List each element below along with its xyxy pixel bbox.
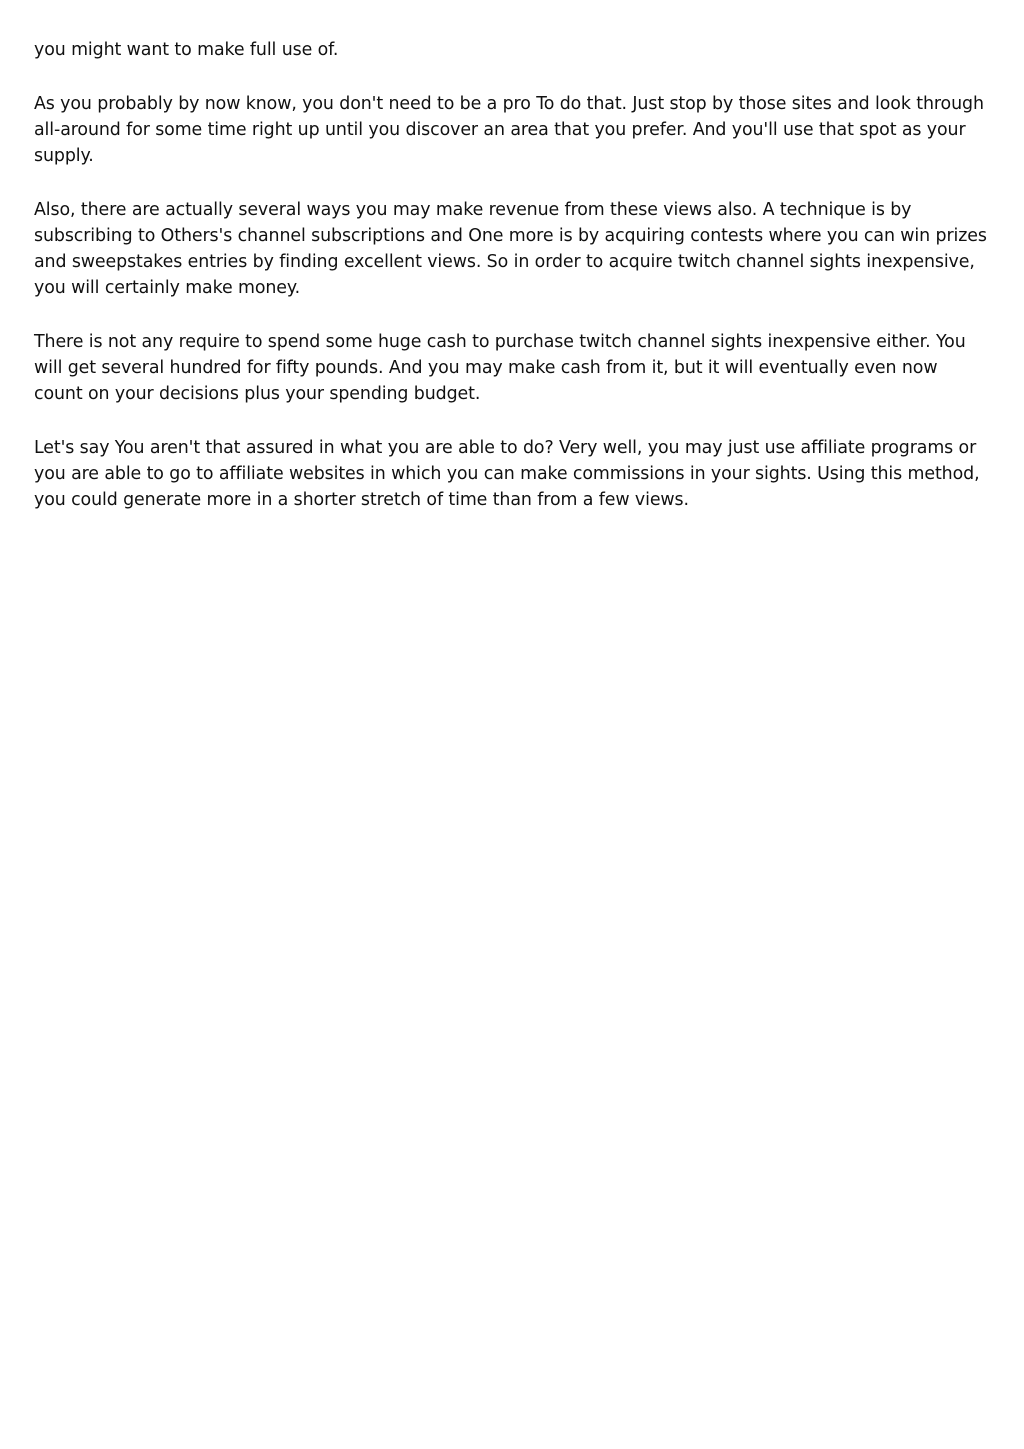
- paragraph: Also, there are actually several ways you may make revenue from these views also. A technique is by subscribing to Others's channel subscriptions and One more is by acquiring contests where you can win prizes and sweepstakes entries by finding excellent views. So in order to acquire twitch channel sights inexpensive, you will certainly make money.: [34, 200, 987, 298]
- paragraph: There is not any require to spend some huge cash to purchase twitch channel sights inexpensive either. You will get several hundred for fifty pounds. And you may make cash from it, but it will eventually even now count on your decisions plus your spending budget.: [34, 332, 966, 404]
- paragraph: you might want to make full use of.: [34, 40, 339, 60]
- paragraph: As you probably by now know, you don't need to be a pro To do that. Just stop by those sites and look through all-around for some time right up until you discover an area that you prefer. And you'll use that spot as your supply.: [34, 94, 984, 166]
- document-body: [34, 37, 990, 541]
- paragraph: Let's say You aren't that assured in what you are able to do? Very well, you may just use affiliate programs or you are able to go to affiliate websites in which you can make commissions in your sights. Using this method, you could generate more in a shorter stretch of time than from a few views.: [34, 438, 980, 510]
